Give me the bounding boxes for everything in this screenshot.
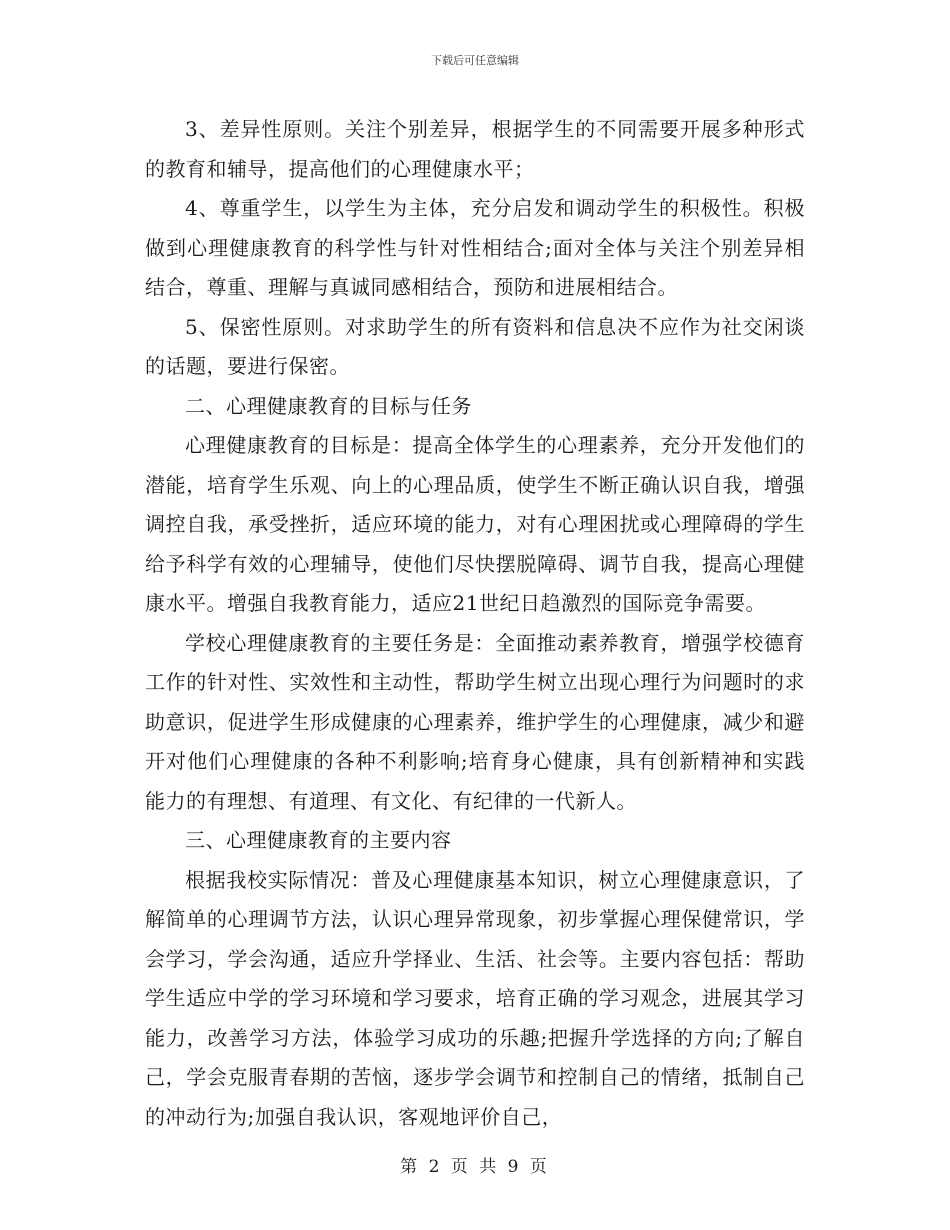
paragraph-tasks: 学校心理健康教育的主要任务是：全面推动素养教育，增强学校德育工作的针对性、实效性和主动性，帮助学生树立出现心理行为问题时的求助意识，促进学生形成健康的心理素养，维护学生的心理健康，减少和避开对他们心理健康的各种不利影响;培育身心健康，具有创新精神和实践能力的有理想、有道理、有文化、有纪律的一代新人。 [145, 630, 805, 813]
paragraph-goals: 心理健康教育的目标是：提高全体学生的心理素养，充分开发他们的潜能，培育学生乐观、向上的心理品质，使学生不断正确认识自我，增强调控自我，承受挫折，适应环境的能力，对有心理困扰或心理障碍的学生给予科学有效的心理辅导，使他们尽快摆脱障碍、调节自我，提高心理健康水平。增强自我教育能力，适应21世纪日趋激烈的国际竞争需要。 [145, 433, 805, 615]
section-heading-goals: 二、心理健康教育的目标与任务 [185, 393, 472, 418]
paragraph-principle-3: 3、差异性原则。关注个别差异，根据学生的不同需要开展多种形式的教育和辅导，提高他们的心理健康水平； [145, 117, 805, 181]
page-number-footer: 第 2 页 共 9 页 [400, 1157, 550, 1177]
paragraph-principle-4: 4、尊重学生，以学生为主体，充分启发和调动学生的积极性。积极做到心理健康教育的科学性与针对性相结合;面对全体与关注个别差异相结合，尊重、理解与真诚同感相结合，预防和进展相结合。 [145, 196, 805, 299]
section-heading-content: 三、心理健康教育的主要内容 [185, 828, 452, 852]
page-header: 下载后可任意编辑 [431, 54, 519, 67]
paragraph-principle-5: 5、保密性原则。对求助学生的所有资料和信息决不应作为社交闲谈的话题，要进行保密。 [145, 314, 805, 378]
paragraph-content: 根据我校实际情况：普及心理健康基本知识，树立心理健康意识，了解简单的心理调节方法，认识心理异常现象，初步掌握心理保健常识，学会学习，学会沟通，适应升学择业、生活、社会等。主要内容包括：帮助学生适应中学的学习环境和学习要求，培育正确的学习观念，进展其学习能力，改善学习方法，体验学习成功的乐趣;把握升学选择的方向;了解自己，学会克服青春期的苦恼，逐步学会调节和控制自己的情绪，抵制自己的冲动行为;加强自我认识，客观地评价自己， [145, 867, 805, 1129]
document-body [145, 110, 805, 1137]
